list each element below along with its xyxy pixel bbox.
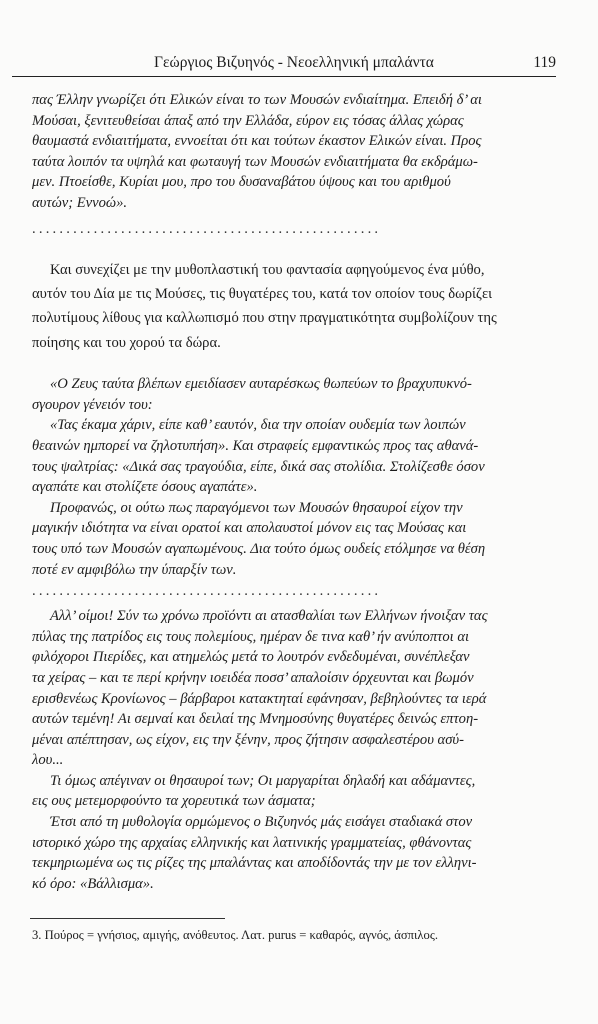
text-line: Και συνεχίζει με την μυθοπλαστική του φαντασία αφηγούμενος ένα μύθο, [50,261,485,278]
text-line: τους ψαλτρίας: «Δικά σας τραγούδια, είπε, δικά σας στολίδια. Στολίζεσθε όσον [32,458,485,475]
text-line: Τι όμως απέγιναν οι θησαυροί των; Οι μαργαρίται δηλαδή και αδάμαντες, [50,772,476,789]
footnote-rule [30,918,225,919]
text-line: εις ους μετεμορφούντο τα χορευτικά των άσματα; [32,793,316,810]
text-line: αυτόν του Δία με τις Μούσες, τις θυγατέρες του, κατά τον οποίον τους δωρίζει [32,285,493,302]
running-header [12,54,556,77]
page-number: 119 [533,54,556,71]
text-line: θεαινών ημπορεί να ζηλοτυπήση». Και στραφείς εμφαντικώς προς τας αθανά- [32,437,479,454]
text-line: αυτών; Εννοώ». [32,194,128,211]
text-line: μεν. Πτοείσθε, Κυρίαι μου, προ του δυσαναβάτου ύψους και του αριθμού [32,174,451,191]
text-line: πας Έλλην γνωρίζει ότι Ελικών είναι το των Μουσών ενδιαίτημα. Επειδή δ’ αι [32,92,482,108]
text-line: λου... [32,752,64,769]
text-line: αυτών τεμένη! Αι σεμναί και δειλαί της Μνημοσύνης θυγατέρες δεινώς επτοη- [32,711,479,728]
text-line: κό όρο: «Βάλλισμα». [32,875,154,892]
page-body [32,90,558,894]
text-line: ποίησης και του χορού τα δώρα. [32,334,221,351]
text-line: πύλας της πατρίδος εις τους πολεμίους, ημέραν δε τινα καθ’ ήν ανύποπτοι αι [32,628,470,645]
quote-block-3 [32,606,558,894]
text-line: μέναι απέπτησαν, ως είχον, εις την ξένην, προς ζήτησιν ασφαλεστέρου ασύ- [32,731,464,748]
ellipsis-separator: ................................................... [32,221,382,236]
quote-block-2 [32,374,558,580]
text-line: αγαπάτε και στολίζετε όσους αγαπάτε». [32,479,258,496]
text-line: Προφανώς, οι ούτω πως παραγόμενοι των Μουσών θησαυροί είχον την [50,499,463,516]
ellipsis-separator: ................................................... [32,584,382,599]
text-line: φιλόχοροι Πιερίδες, και ατημελώς μετά το λουτρόν ενδεδυμέναι, συνέπλεξαν [32,649,470,666]
text-line: σγουρον γένειόν του: [32,396,153,413]
text-line: ποτέ εν αμφιβόλω την ύπαρξίν των. [32,561,237,578]
body-paragraph [32,258,558,356]
text-line: ιστορικό χώρο της αρχαίας ελληνικής και λατινικής γραμματείας, φθάνοντας [32,834,472,851]
text-line: θαυμαστά ενδιαιτήματα, εννοείται ότι και τούτων έκαστον Ελικών είναι. Προς [32,133,482,150]
text-line: μαγικήν ιδιότητα να είναι ορατοί και απολαυστοί μόνον εις τας Μούσας και [32,520,467,537]
text-line: ερισθενέως Κρονίωνος – βάρβαροι κατακτηταί εφάνησαν, βεβηλούντες τα ιερά [32,690,487,707]
text-line: Έτσι από τη μυθολογία ορμώμενος ο Βιζυηνός μάς εισάγει σταδιακά στον [50,814,473,831]
text-line: Μούσαι, ξενιτευθείσαι άπαξ από την Ελλάδα, εύρον εις τόσας άλλας χώρας [32,112,464,129]
text-line: τα χείρας – και τε περί κρήνην ιοειδέα ποσσ’ απαλοίσιν όρχευνται και βωμόν [32,669,474,686]
text-line: Αλλ’ οίμοι! Σύν τω χρόνω προϊόντι αι ατασθαλίαι των Ελλήνων ήνοιξαν τας [50,608,488,625]
text-line: ταύτα λοιπόν τα υψηλά και φωταυγή των Μουσών ενδιαιτήματα θα εκδράμω- [32,153,478,170]
quote-block-1 [32,90,558,214]
running-title: Γεώργιος Βιζυηνός - Νεοελληνική μπαλάντα [154,54,434,71]
text-line: «Τας έκαμα χάριν, είπε καθ’ εαυτόν, δια την οποίαν ουδεμία των λοιπών [50,417,466,434]
text-line: τεκμηριωμένα ως τις ρίζες της μπαλάντας και αποδίδοντάς την με τον ελληνι- [32,855,477,872]
text-line: πολυτίμους λίθους για καλλωπισμό που στην πραγματικότητα συμβολίζουν της [32,310,497,327]
text-line: τους υπό των Μουσών αγαπωμένους. Δια τούτο όμως ουδείς ετόλμησε να θέση [32,540,486,557]
footnote: 3. Πούρος = γνήσιος, αμιγής, ανόθευτος. Λατ. purus = καθαρός, αγνός, άσπιλος. [32,928,438,942]
text-line: «Ο Ζευς ταύτα βλέπων εμειδίασεν αυταρέσκως θωπεύων το βραχυπυκνό- [50,376,472,393]
